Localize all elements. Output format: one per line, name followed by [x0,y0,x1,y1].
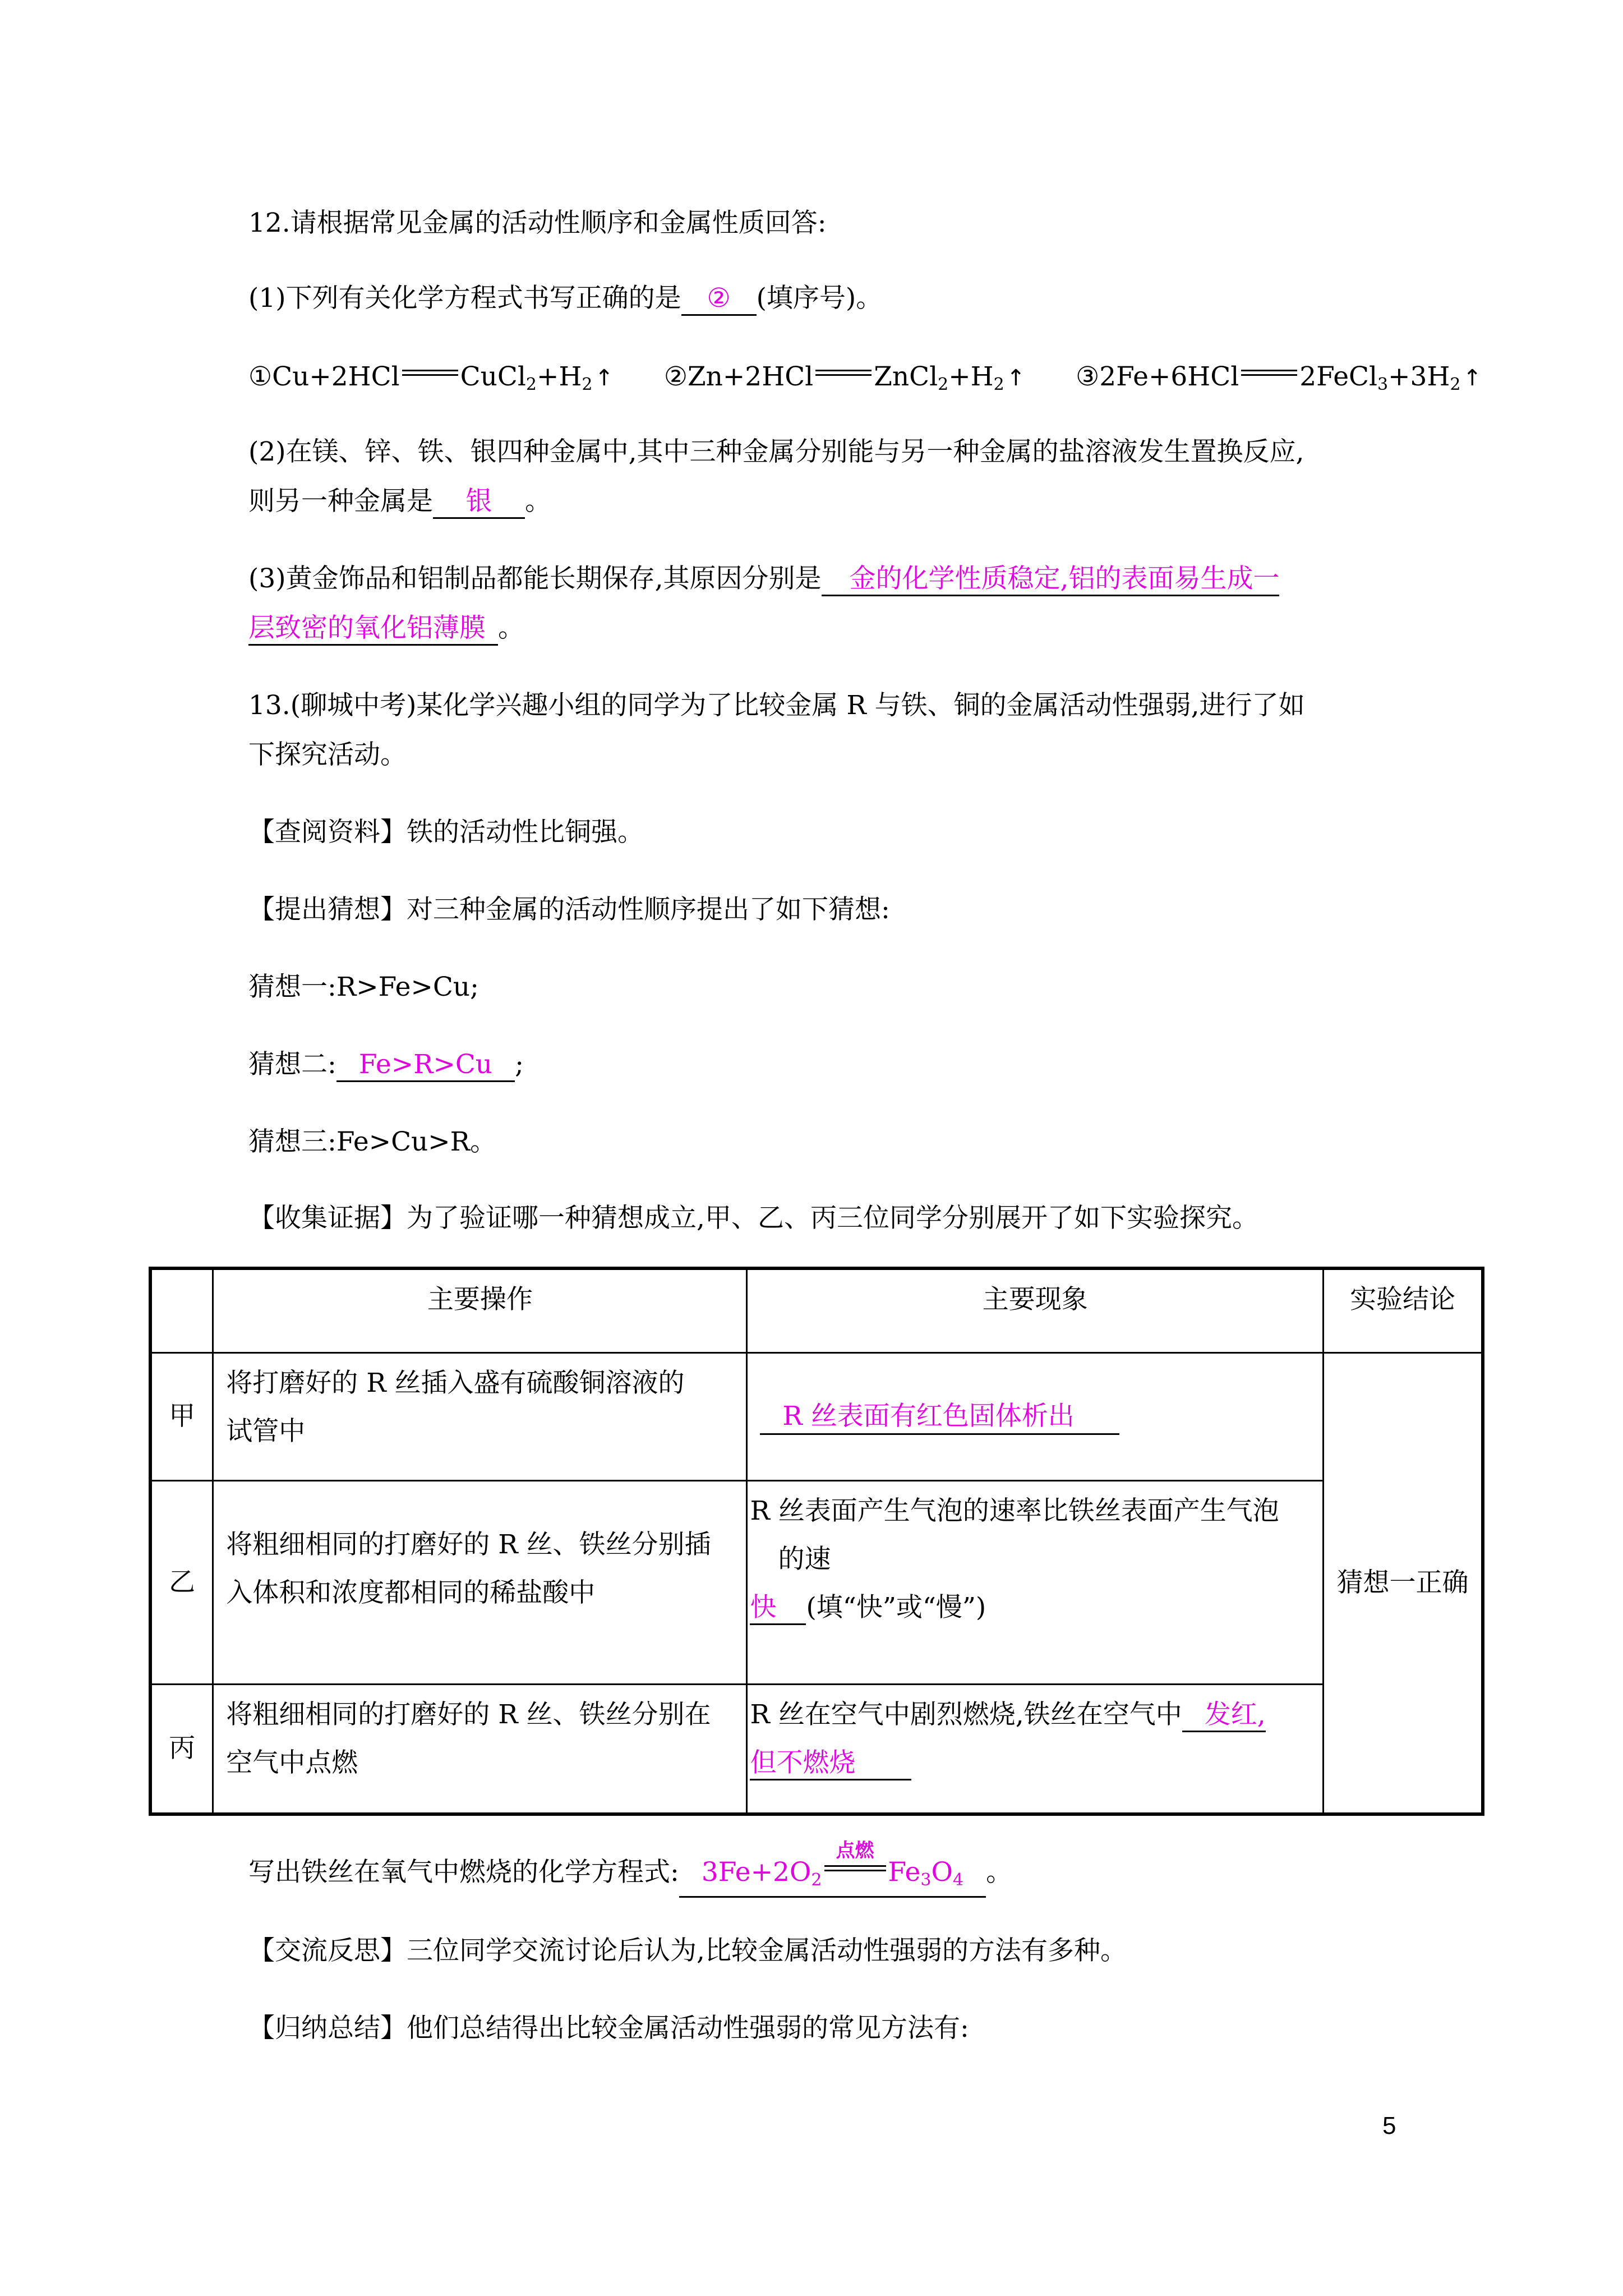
table-row [150,1480,1483,1684]
q13-title-2: 下探究活动。 [248,739,407,770]
table-header-operation: 主要操作 [213,1268,747,1352]
row-bing-operation: 将粗细相同的打磨好的 R 丝、铁丝分别在 空气中点燃 [213,1684,747,1814]
combustion-equation-answer: $3Fe+2O_2$ 点燃 $Fe_3O_4$ [679,1857,986,1898]
table-header-conclusion: 实验结论 [1324,1268,1483,1352]
row-label-jia: 甲 [150,1352,213,1480]
table-row [150,1684,1483,1814]
q12-part2-line1: (2)在镁、锌、铁、银四种金属中,其中三种金属分别能与另一种金属的盐溶液发生置换反应, [248,436,1304,467]
q12-part3-line1: (3)黄金饰品和铝制品都能长期保存,其原因分别是 金的化学性质稳定,铝的表面易生成一 [248,561,1279,597]
table-header-row [150,1268,1483,1352]
q13-guina: 【归纳总结】他们总结得出比较金属活动性强弱的常见方法有: [248,2013,969,2044]
equals-sign [1241,369,1297,380]
row-label-bing: 丙 [150,1684,213,1814]
equals-sign [402,369,458,380]
q12-part1: (1)下列有关化学方程式书写正确的是 ② (填序号)。 [248,280,882,316]
q13-tichu: 【提出猜想】对三种金属的活动性顺序提出了如下猜想: [248,894,890,925]
q12-part2-line2: 则另一种金属是 银 。 [248,484,551,519]
gas-up-arrow-icon: ↑ [594,365,614,391]
equals-sign [815,369,872,380]
equation-1: ①Cu+2HCl $CuCl_2+H_2$ ↑ [248,361,614,392]
q12-part2-answer: 银 [433,486,525,519]
row-jia-phenomenon [747,1352,1324,1480]
q13-jiaoliu: 【交流反思】三位同学交流讨论后认为,比较金属活动性强弱的方法有多种。 [248,1935,1127,1966]
q12-part1-answer: ② [681,283,757,316]
q13-guess-3: 猜想三:Fe>Cu>R。 [248,1126,497,1157]
row-yi-operation: 将粗细相同的打磨好的 R 丝、铁丝分别插 入体积和浓度都相同的稀盐酸中 [213,1480,747,1684]
q13-guess-1: 猜想一:R>Fe>Cu; [248,972,479,1002]
row-yi-phenomenon: R 丝表面产生气泡的速率比铁丝表面产生气泡 的速 快 (填“快”或“慢”) [747,1480,1324,1684]
row-yi-answer: 快 [750,1592,806,1625]
q12-title: 12.请根据常见金属的活动性顺序和金属性质回答: [248,208,827,238]
equals-sign [824,1839,886,1875]
page-number: 5 [1382,2112,1396,2139]
gas-up-arrow-icon: ↑ [1006,365,1026,391]
q13-guess-2: 猜想二: Fe>R>Cu ; [248,1047,524,1083]
q12-part3-line2: 层致密的氧化铝薄膜 。 [248,610,524,646]
q13-equation-line: 写出铁丝在氧气中燃烧的化学方程式: $3Fe+2O_2$ 点燃 $Fe_3O_4$ 。 [248,1855,1012,1898]
q13-chayue: 【查阅资料】铁的活动性比铜强。 [248,817,644,848]
table-row [150,1352,1483,1480]
q12-part3-answer-2: 层致密的氧化铝薄膜 [248,613,498,646]
q13-title-1: 13.(聊城中考)某化学兴趣小组的同学为了比较金属 R 与铁、铜的金属活动性强弱,进行了如 [248,690,1305,721]
row-bing-phenomenon: R 丝在空气中剧烈燃烧,铁丝在空气中 发红, 但不燃烧 [747,1684,1324,1814]
row-label-yi: 乙 [150,1480,213,1684]
table-header-phenomenon: 主要现象 [747,1268,1324,1352]
experiment-table [149,1267,1484,1816]
table-header-empty [150,1268,213,1352]
row-jia-operation: 将打磨好的 R 丝插入盛有硫酸铜溶液的 试管中 [213,1352,747,1480]
equation-3: ③2Fe+6HCl $2FeCl_3+3H_2$ ↑ [1076,361,1482,392]
row-bing-answer-2: 但不燃烧 [750,1747,911,1780]
q12-equations [248,359,1482,403]
ignition-condition: 点燃 [836,1839,874,1862]
q13-shouji: 【收集证据】为了验证哪一种猜想成立,甲、乙、丙三位同学分别展开了如下实验探究。 [248,1203,1258,1234]
equation-2: ②Zn+2HCl $ZnCl_2+H_2$ ↑ [664,361,1025,392]
conclusion-cell: 猜想一正确 [1324,1352,1483,1814]
q13-guess-2-answer: Fe>R>Cu [336,1049,515,1082]
row-jia-answer: R 丝表面有红色固体析出 [760,1400,1119,1435]
q12-part3-answer-1: 金的化学性质稳定,铝的表面易生成一 [822,563,1280,596]
row-bing-answer-1: 发红, [1182,1699,1266,1732]
gas-up-arrow-icon: ↑ [1463,365,1482,391]
